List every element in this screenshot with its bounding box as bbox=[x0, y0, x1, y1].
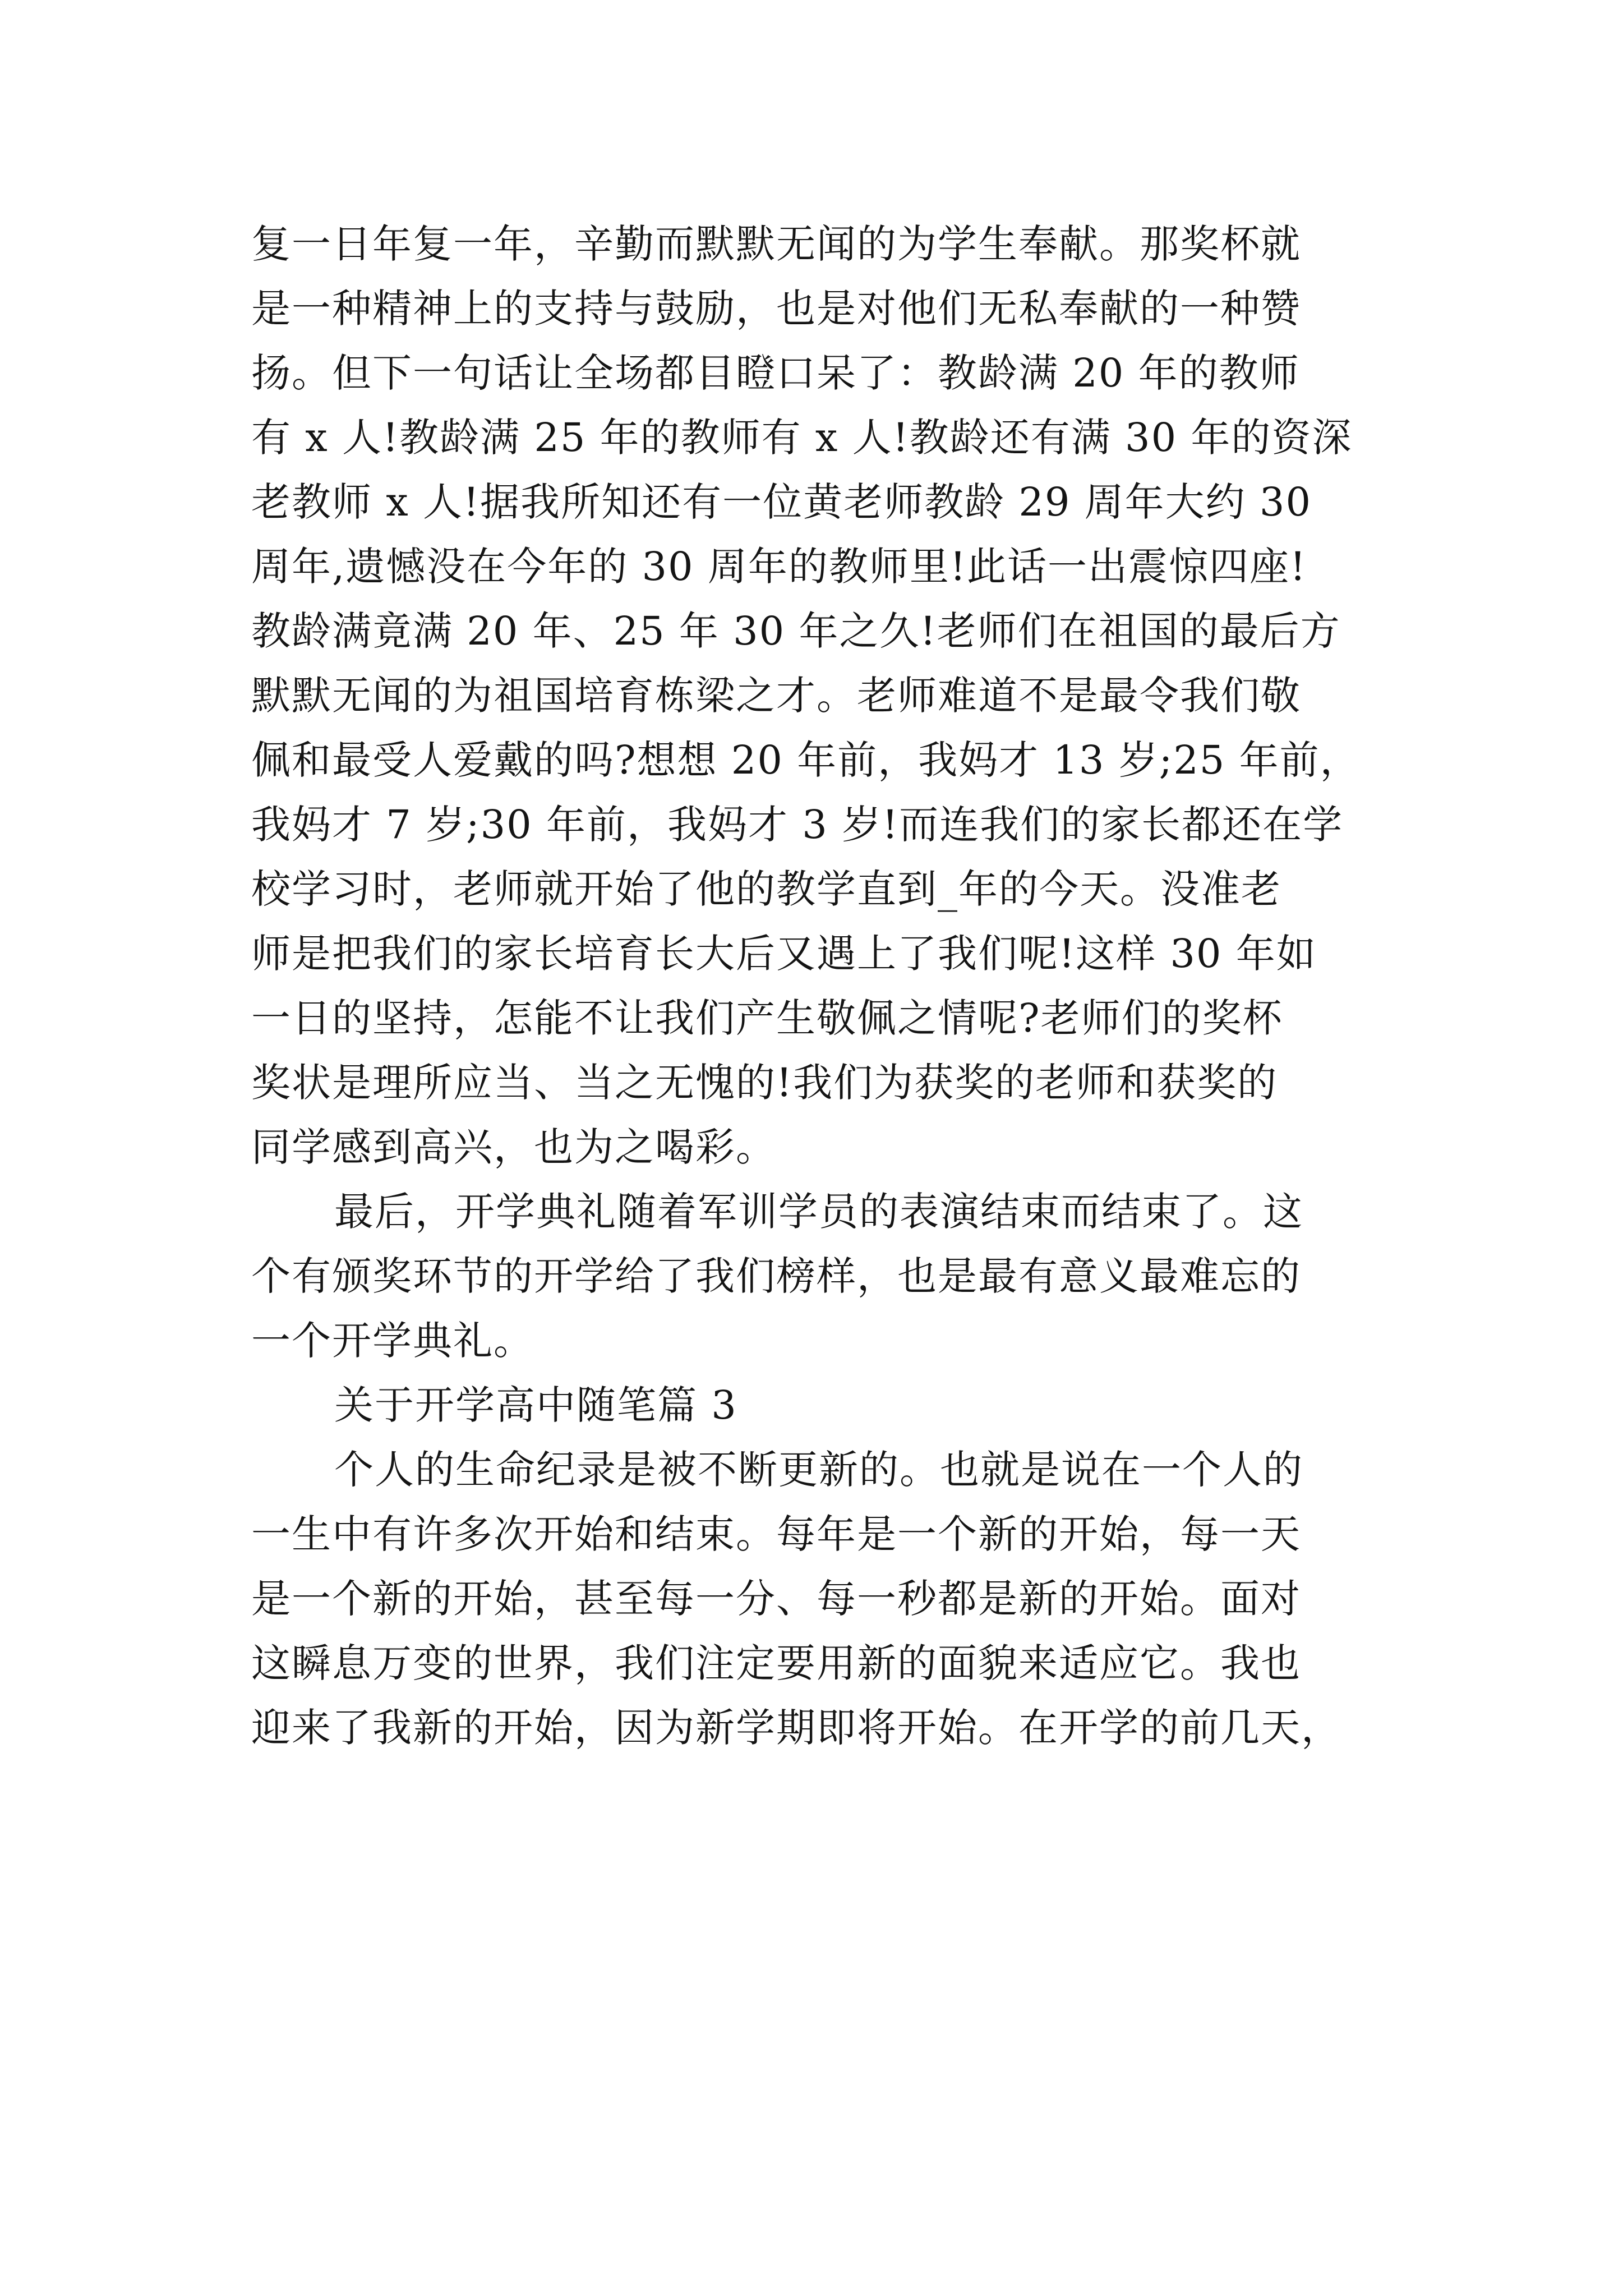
paragraph-line: 是一种精神上的支持与鼓励，也是对他们无私奉献的一种赞 bbox=[251, 286, 1301, 332]
paragraph-line: 复一日年复一年，辛勤而默默无闻的为学生奉献。那奖杯就 bbox=[251, 221, 1301, 267]
paragraph-line: 默默无闻的为祖国培育栋梁之才。老师难道不是最令我们敬 bbox=[251, 673, 1301, 719]
paragraph-line: 同学感到高兴，也为之喝彩。 bbox=[251, 1124, 776, 1170]
paragraph-line: 佩和最受人爱戴的吗?想想 20 年前，我妈才 13 岁;25 年前， bbox=[251, 737, 1361, 783]
paragraph-line: 是一个新的开始，甚至每一分、每一秒都是新的开始。面对 bbox=[251, 1576, 1301, 1622]
paragraph-first-line: 最后，开学典礼随着军训学员的表演结束而结束了。这 bbox=[334, 1189, 1303, 1235]
paragraph-line: 周年,遗憾没在今年的 30 周年的教师里!此话一出震惊四座! bbox=[251, 544, 1307, 590]
paragraph-line: 一日的坚持，怎能不让我们产生敬佩之情呢?老师们的奖杯 bbox=[251, 995, 1283, 1041]
document-body bbox=[251, 212, 1390, 1760]
paragraph-line: 校学习时，老师就开始了他的教学直到_年的今天。没准老 bbox=[251, 866, 1281, 912]
paragraph-first-line: 个人的生命纪录是被不断更新的。也就是说在一个人的 bbox=[334, 1447, 1303, 1493]
paragraph-line: 师是把我们的家长培育长大后又遇上了我们呢!这样 30 年如 bbox=[251, 931, 1317, 977]
section-heading: 关于开学高中随笔篇 3 bbox=[334, 1382, 737, 1428]
paragraph-line: 扬。但下一句话让全场都目瞪口呆了：教龄满 20 年的教师 bbox=[251, 350, 1300, 396]
paragraph-line: 教龄满竟满 20 年、25 年 30 年之久!老师们在祖国的最后方 bbox=[251, 608, 1341, 654]
paragraph-line: 奖状是理所应当、当之无愧的!我们为获奖的老师和获奖的 bbox=[251, 1060, 1278, 1106]
paragraph-line: 个有颁奖环节的开学给了我们榜样，也是最有意义最难忘的 bbox=[251, 1253, 1301, 1299]
paragraph-line: 一生中有许多次开始和结束。每年是一个新的开始，每一天 bbox=[251, 1511, 1301, 1557]
paragraph-line: 我妈才 7 岁;30 年前，我妈才 3 岁!而连我们的家长都还在学 bbox=[251, 802, 1344, 848]
paragraph-line: 迎来了我新的开始，因为新学期即将开始。在开学的前几天， bbox=[251, 1705, 1341, 1751]
paragraph-line: 这瞬息万变的世界，我们注定要用新的面貌来适应它。我也 bbox=[251, 1640, 1301, 1686]
paragraph-line: 老教师 x 人!据我所知还有一位黄老师教龄 29 周年大约 30 bbox=[251, 479, 1312, 525]
paragraph-line: 有 x 人!教龄满 25 年的教师有 x 人!教龄还有满 30 年的资深 bbox=[251, 415, 1353, 461]
paragraph-line: 一个开学典礼。 bbox=[251, 1318, 534, 1364]
